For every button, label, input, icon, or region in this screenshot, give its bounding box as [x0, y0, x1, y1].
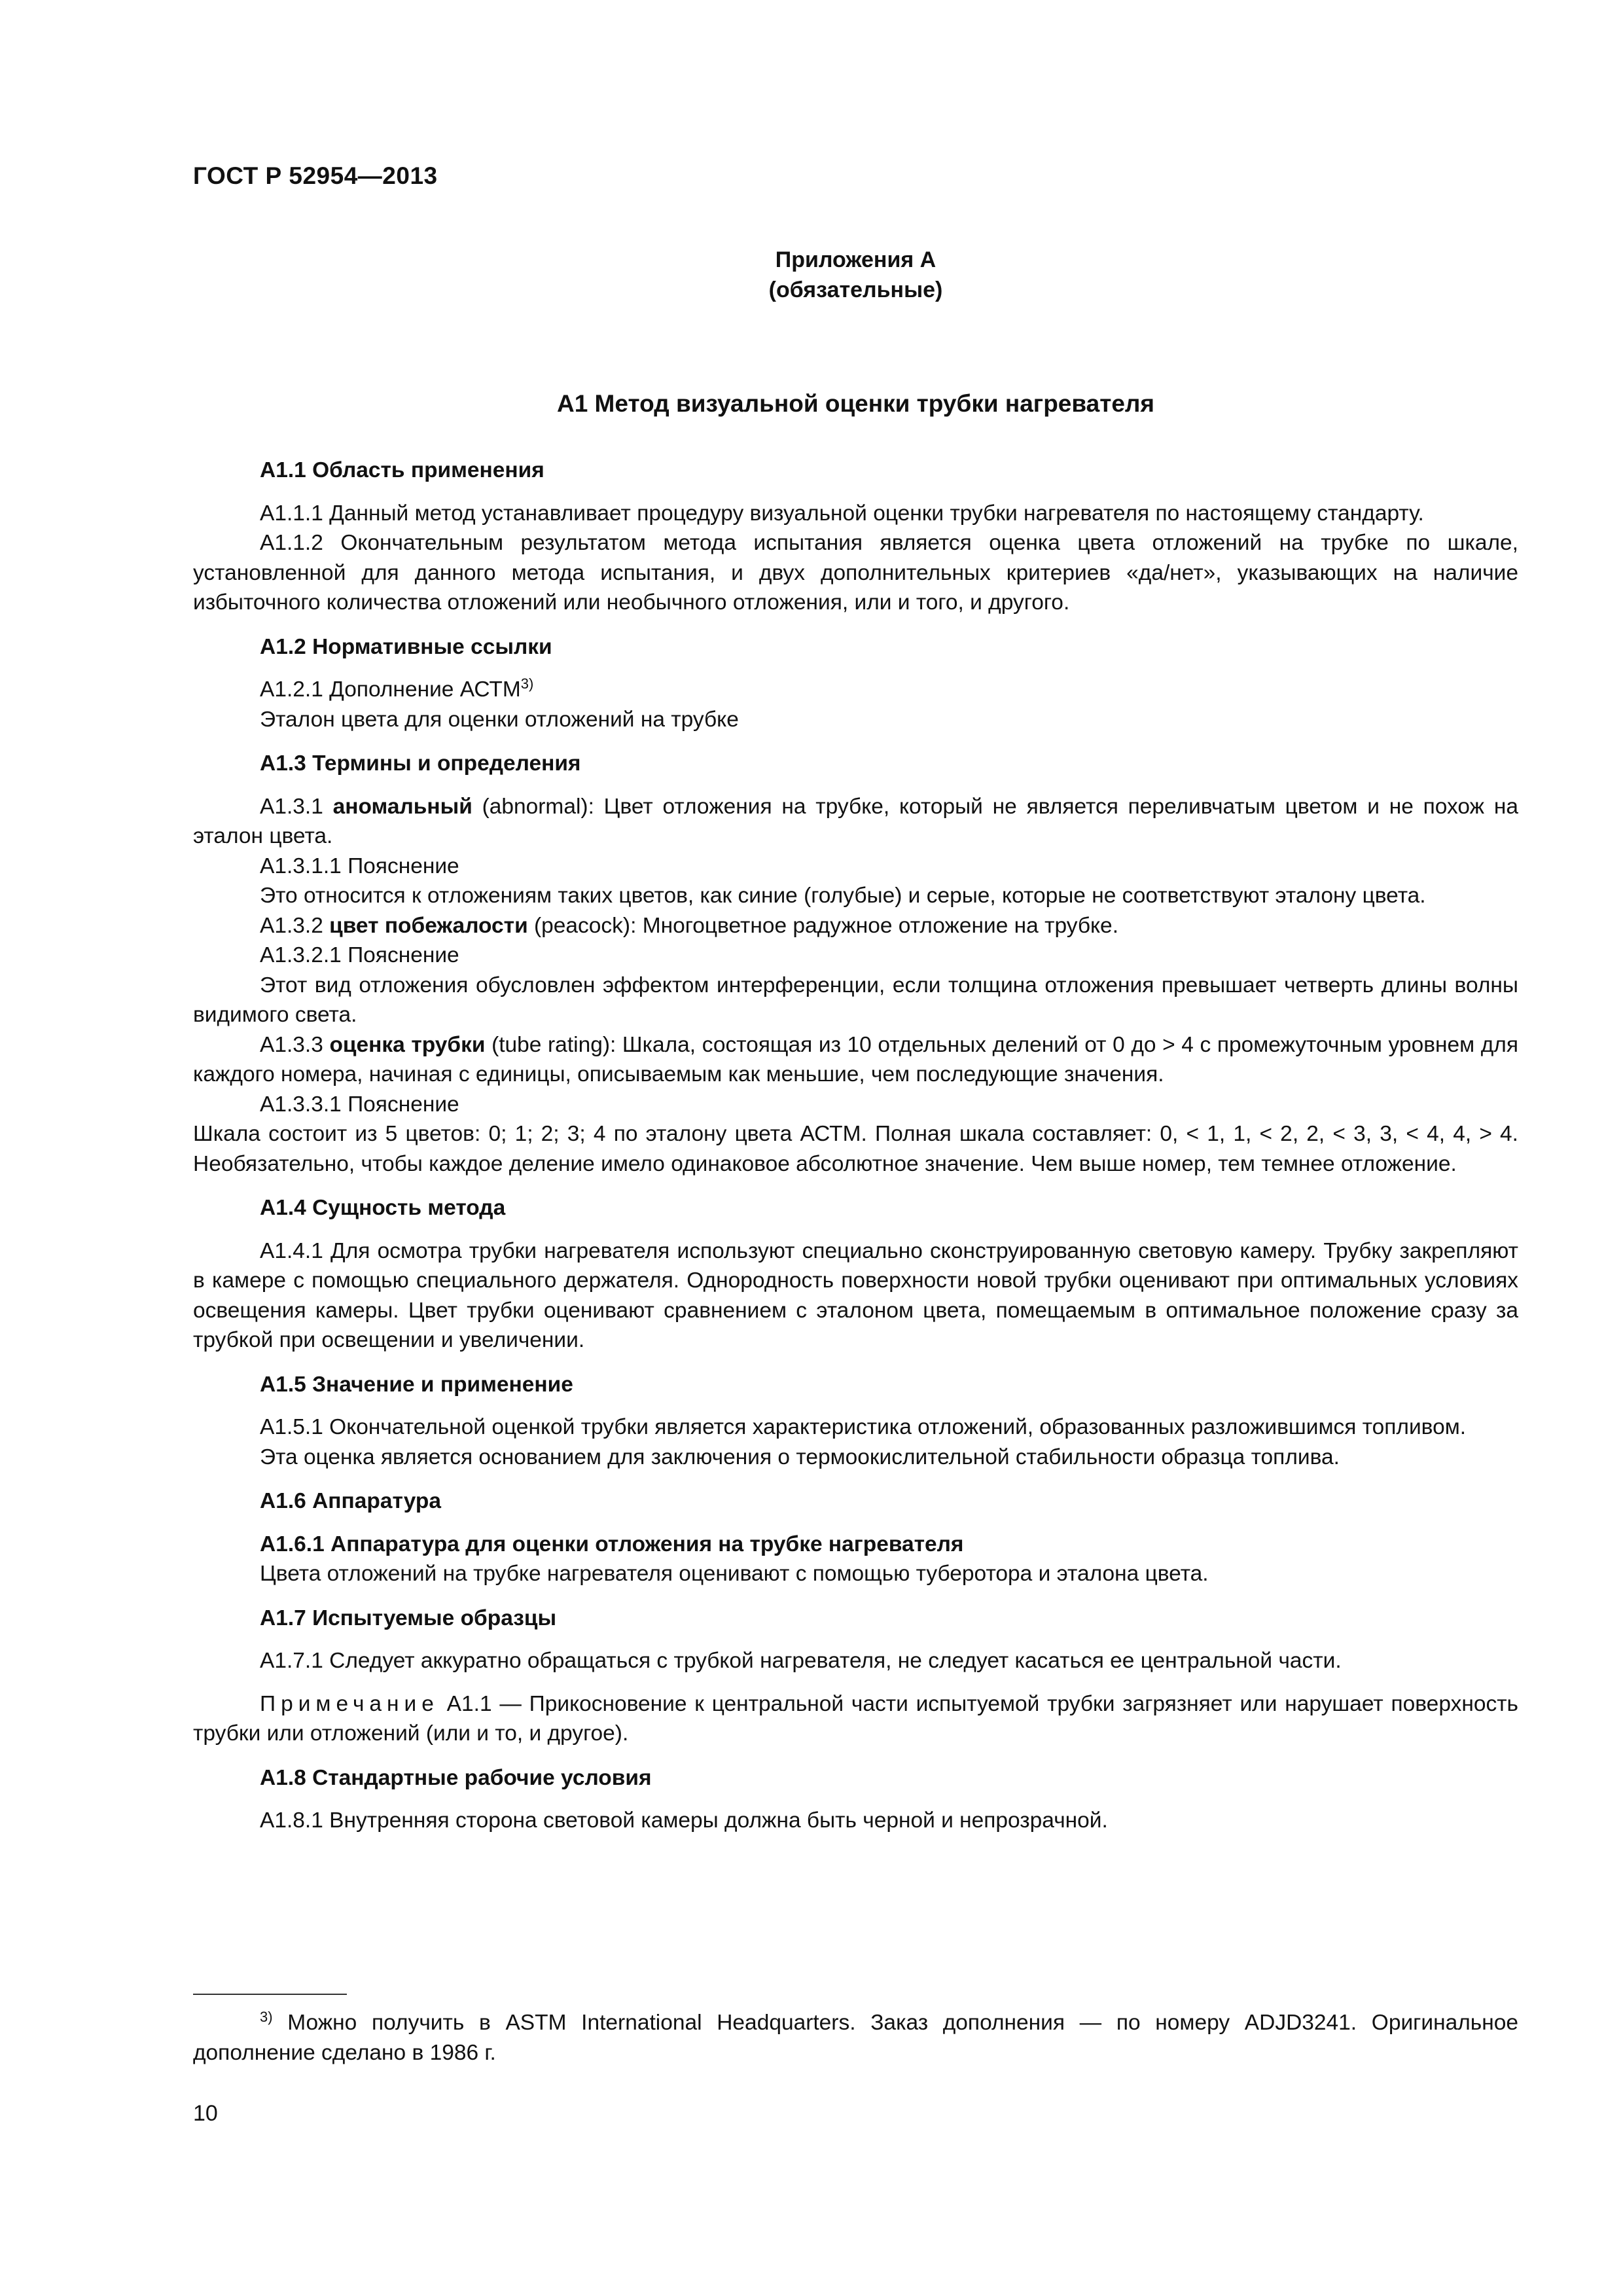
note-label-a1-3-2-1: A1.3.2.1 Пояснение: [260, 943, 459, 967]
note-a1-3-2-1: Этот вид отложения обусловлен эффектом интерференции, если толщина отложения превышает четверть длины волны видимого света.: [193, 973, 1518, 1027]
section-heading-a1-1: A1.1 Область применения: [260, 458, 544, 482]
note-a1-3-3-1: Шкала состоит из 5 цветов: 0; 1; 2; 3; 4 по эталону цвета АСТМ. Полная шкала составляет: 0, < 1, 1, < 2, 2, < 3, 3, < 4, 4, > 4. Необязательно, чтобы каждое деление имело одинаковое абсолютное значение. Чем выше номер, тем темнее отложение.: [193, 1122, 1518, 1176]
section-title: A1 Метод визуальной оценки трубки нагревателя: [556, 390, 1155, 417]
document-page: [193, 0, 1518, 2296]
note-label-a1-3-1-1: A1.3.1.1 Пояснение: [260, 853, 459, 878]
section-heading-a1-4: A1.4 Сущность метода: [260, 1196, 506, 1220]
document-number: ГОСТ Р 52954—2013: [193, 162, 438, 189]
note-label-a1-3-3-1: A1.3.3.1 Пояснение: [260, 1092, 459, 1117]
page-number: 10: [193, 2101, 218, 2126]
annex-title: Приложения А: [775, 247, 936, 272]
footnote-text: Можно получить в ASTM International Headquarters. Заказ дополнения — по номеру ADJD3241. Оригинальное дополнение сделано в 1986 г.: [193, 2011, 1518, 2065]
section-heading-a1-7: A1.7 Испытуемые образцы: [260, 1605, 557, 1630]
section-heading-a1-2: A1.2 Нормативные ссылки: [260, 634, 552, 659]
paragraph-a1-1-2: A1.1.2 Окончательным результатом метода испытания является оценка цвета отложений на трубке по шкале, установленной для данного метода испытания, и двух дополнительных критериев «да/нет», указывающих на наличие избыточного количества отложений или необычного отложения, или и того, и другого.: [193, 531, 1518, 615]
note-a1-1: [193, 1689, 1518, 1749]
term-a1-3-1: [193, 792, 1518, 852]
term-word: оценка трубки: [329, 1032, 486, 1057]
term-definition: (abnormal): Цвет отложения на трубке, который не является переливчатым цветом и не похож на эталон цвета.: [193, 794, 1518, 848]
note-text: A1.1 — Прикосновение к центральной части испытуемой трубки загрязняет или нарушает поверхность трубки или отложений (или и то, и другое).: [193, 1691, 1518, 1746]
term-word: цвет побежалости: [329, 913, 528, 938]
term-word: аномальный: [332, 794, 473, 819]
section-heading-a1-3: A1.3 Термины и определения: [260, 751, 581, 776]
note-label: Примечание: [260, 1691, 439, 1716]
section-heading-a1-8: A1.8 Стандартные рабочие условия: [260, 1765, 652, 1790]
term-definition: (peacock): Многоцветное радужное отложение на трубке.: [527, 913, 1118, 938]
paragraph-a1-4-1: A1.4.1 Для осмотра трубки нагревателя используют специально сконструированную световую камеру. Трубку закрепляют в камере с помощью специального держателя. Однородность поверхности новой трубки оценивают при оптимальных условиях освещения камеры. Цвет трубки оценивают сравнением с эталоном цвета, помещаемым в оптимальное положение сразу за трубкой при освещении и увеличении.: [193, 1238, 1518, 1352]
footnote-separator: [193, 1994, 347, 1995]
paragraph-a1-8-1: A1.8.1 Внутренняя сторона световой камеры должна быть черной и непрозрачной.: [260, 1808, 1108, 1833]
footnote-reference: 3): [520, 675, 534, 692]
document-body: [193, 456, 1518, 1836]
paragraph-a1-6-1: Цвета отложений на трубке нагревателя оценивают с помощью туберотора и эталона цвета.: [260, 1562, 1209, 1586]
paragraph-a1-2-1: [193, 675, 1518, 705]
section-heading-a1-6: A1.6 Аппаратура: [260, 1489, 441, 1513]
paragraph-a1-2-1-text: A1.2.1 Дополнение АСТМ: [260, 677, 521, 702]
paragraph-a1-7-1: A1.7.1 Следует аккуратно обращаться с трубкой нагревателя, не следует касаться ее центральной части.: [260, 1649, 1342, 1673]
annex-heading: [193, 245, 1518, 305]
footnote: [193, 2008, 1518, 2068]
paragraph-a1-5-1: A1.5.1 Окончательной оценкой трубки является характеристика отложений, образованных разложившимся топливом.: [260, 1415, 1467, 1439]
note-a1-3-1-1: Это относится к отложениям таких цветов, как синие (голубые) и серые, которые не соответствуют эталону цвета.: [260, 884, 1426, 908]
paragraph-a1-2-1-item: Эталон цвета для оценки отложений на трубке: [260, 707, 739, 732]
annex-subtitle: (обязательные): [768, 278, 943, 302]
subsection-heading-a1-6-1: A1.6.1 Аппаратура для оценки отложения на трубке нагревателя: [260, 1532, 964, 1556]
footnote-mark: 3): [260, 2008, 273, 2025]
term-a1-3-3: [193, 1030, 1518, 1090]
paragraph-a1-5-1-cont: Эта оценка является основанием для заключения о термоокислительной стабильности образца топлива.: [260, 1444, 1340, 1469]
term-definition: (tube rating): Шкала, состоящая из 10 отдельных делений от 0 до > 4 с промежуточным уровнем для каждого номера, начиная с единицы, описываемым как меньшие, чем последующие значения.: [193, 1032, 1518, 1086]
term-number: A1.3.3: [260, 1032, 330, 1057]
term-number: A1.3.2: [260, 913, 330, 938]
section-heading-a1-5: A1.5 Значение и применение: [260, 1372, 573, 1397]
term-number: A1.3.1: [260, 794, 333, 819]
paragraph-a1-1-1: A1.1.1 Данный метод устанавливает процедуру визуальной оценки трубки нагревателя по настоящему стандарту.: [260, 501, 1424, 526]
term-a1-3-2: [193, 911, 1518, 941]
